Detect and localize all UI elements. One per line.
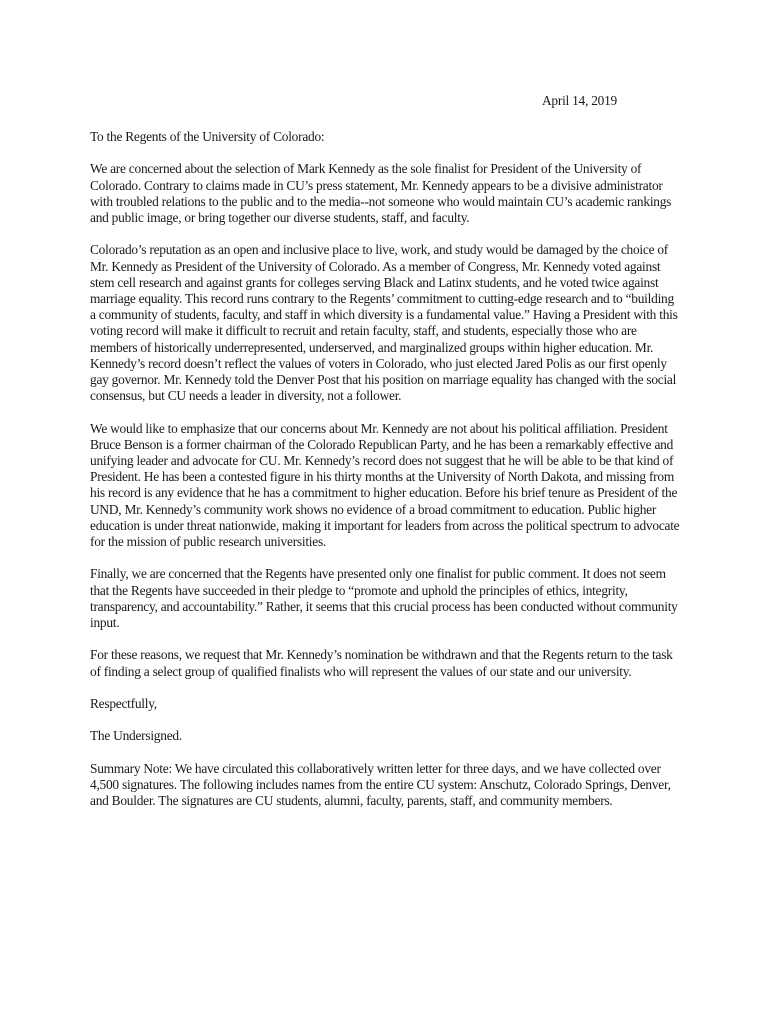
- paragraph-political-affiliation: We would like to emphasize that our concerns about Mr. Kennedy are not about his political affiliation. President Bruce Benson is a former chairman of the Colorado Republican Party, and he has been a remarkably effective and unifying leader and advocate for CU. Mr. Kennedy’s record does not suggest that he will be able to be that kind of President. He has been a contested figure in his thirty months at the University of North Dakota, and missing from his record is any evidence that he has a commitment to higher education. Before his brief tenure as President of the UND, Mr. Kennedy’s community work shows no evidence of a broad commitment to education. Public higher education is under threat nationwide, making it important for leaders from across the political spectrum to advocate for the mission of public research universities.: [90, 420, 680, 550]
- summary-note: Summary Note: We have circulated this collaboratively written letter for three days, and we have collected over 4,500 signatures. The following includes names from the entire CU system: Anschutz, Colorado Springs, Denver, and Boulder. The signatures are CU students, alumni, faculty, parents, staff, and community members.: [90, 760, 671, 809]
- paragraph-selection-concern: We are concerned about the selection of Mark Kennedy as the sole finalist for President of the University of Colorado. Contrary to claims made in CU’s press statement, Mr. Kennedy appears to be a divisive administrator with troubled relations to the public and to the media--not someone who would maintain CU’s academic rankings and public image, or bring together our diverse students, staff, and faculty.: [90, 161, 672, 225]
- letter-date: April 14, 2019: [542, 93, 617, 108]
- letter-body: [90, 129, 680, 826]
- paragraph-request: For these reasons, we request that Mr. Kennedy’s nomination be withdrawn and that the Regents return to the task of finding a select group of qualified finalists who will represent the values of our state and our university.: [90, 647, 673, 679]
- closing: Respectfully,: [90, 696, 157, 712]
- paragraph-single-finalist: Finally, we are concerned that the Regents have presented only one finalist for public comment. It does not seem that the Regents have succeeded in their pledge to “promote and uphold the principles of ethics, integrity, transparency, and accountability.” Rather, it seems that this crucial process has been conducted without community input.: [90, 566, 678, 631]
- salutation: To the Regents of the University of Colorado:: [90, 129, 325, 144]
- signature: The Undersigned.: [90, 728, 182, 744]
- paragraph-reputation: Colorado’s reputation as an open and inclusive place to live, work, and study would be damaged by the choice of Mr. Kennedy as President of the University of Colorado. As a member of Congress, Mr. Kennedy voted against stem cell research and against grants for colleges serving Black and Latinx students, and he voted twice against marriage equality. This record runs contrary to the Regents’ commitment to cutting-edge research and to “building a community of students, faculty, and staff in which diversity is a fundamental value.” Having a President with this voting record will make it difficult to recruit and retain faculty, staff, and students, especially those who are members of historically underrepresented, underserved, and marginalized groups within higher education. Mr. Kennedy’s record doesn’t reflect the values of voters in Colorado, who just elected Jared Polis as our first openly gay governor. Mr. Kennedy told the Denver Post that his position on marriage equality has changed with the social consensus, but CU needs a leader in diversity, not a follower.: [90, 242, 678, 404]
